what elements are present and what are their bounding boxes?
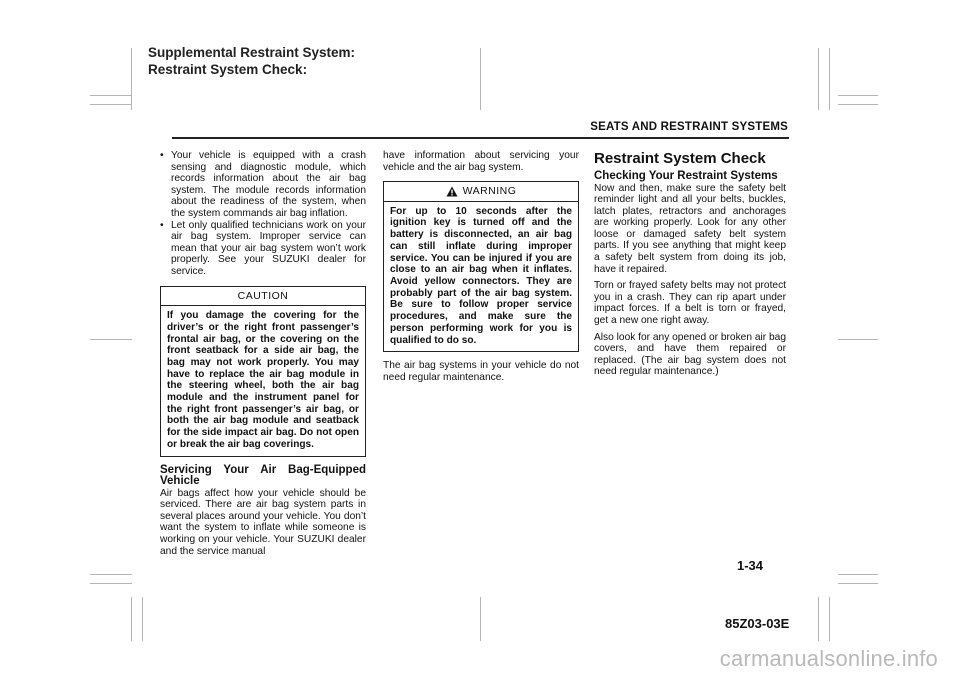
paragraph: Also look for any opened or broken air bag covers, and have them repaired or replaced. (The air bag system does not need regular maintenance.) — [594, 331, 786, 378]
crop-mark — [142, 597, 143, 641]
crop-mark — [90, 583, 132, 584]
list-item: • Your vehicle is equipped with a crash sensing and diagnostic module, which records information about the air bag system. The module records information about the readiness of the system, when the system commands air bag inflation. — [160, 150, 366, 220]
caution-label — [161, 287, 365, 307]
crop-mark — [90, 574, 132, 575]
continued-text: have information about servicing your vehicle and the air bag system. — [383, 150, 579, 173]
crop-mark — [838, 339, 878, 340]
checking-subheading: Checking Your Restraint Systems — [594, 170, 778, 182]
crop-mark — [818, 48, 819, 110]
servicing-heading: Servicing Your Air Bag-Equipped Vehicle — [160, 463, 366, 488]
running-title-line: Restraint System Check: — [148, 62, 308, 77]
caution-label-text: CAUTION — [237, 289, 289, 302]
warning-label — [384, 182, 578, 202]
column-middle — [383, 150, 579, 388]
list-item: • Let only qualified technicians work on your air bag system. Improper service can mean that your air bag system won’t work properly. See your SUZUKI dealer for service. — [160, 220, 366, 278]
crop-mark — [90, 104, 132, 105]
crop-mark — [838, 583, 878, 584]
watermark: carmanualsonline.info — [719, 646, 938, 671]
column-left — [160, 150, 366, 562]
column-right — [594, 150, 786, 383]
section-title: SEATS AND RESTRAINT SYSTEMS — [590, 121, 788, 133]
page-number: 1-34 — [737, 558, 764, 573]
header-divider — [172, 137, 789, 139]
crop-mark — [480, 597, 481, 641]
crop-mark — [829, 48, 830, 110]
crop-mark — [838, 574, 878, 575]
bullet-list — [160, 150, 366, 278]
running-title — [148, 44, 355, 78]
running-title-line: Supplemental Restraint System: — [148, 45, 356, 60]
caution-box — [160, 286, 366, 457]
document-code: 85Z03-03E — [725, 616, 790, 631]
paragraph: Now and then, make sure the safety belt reminder light and all your belts, buckles, latch plates, retractors and anchorages are working properly. Look for any other loose or damaged safety belt system parts. If you see anything that might keep a safety belt system from doing its job, have it repaired. — [594, 182, 786, 275]
crop-mark — [90, 339, 132, 340]
crop-mark — [480, 48, 481, 110]
crop-mark — [829, 597, 830, 641]
crop-mark — [131, 48, 132, 110]
warning-box — [383, 181, 579, 352]
paragraph: Torn or frayed safety belts may not protect you in a crash. They can rip apart under impact forces. If a belt is torn or frayed, get a new one right away. — [594, 280, 786, 327]
restraint-check-heading: Restraint System Check — [594, 150, 766, 167]
crop-mark — [818, 597, 819, 641]
crop-mark — [838, 104, 878, 105]
caution-text: If you damage the covering for the driver’s or the right front passenger’s frontal air bag, or the covering on the front seatback for a side air bag, the bag may not work properly. You may have to replace the air bag module in the steering wheel, both the air bag module and the instrument panel for the right front passenger’s air bag, or both the air bag module and seatback for the side impact air bag. Do not open or break the air bag coverings. — [167, 310, 359, 450]
crop-mark — [838, 95, 878, 96]
warning-triangle-icon — [446, 186, 458, 197]
warning-text: For up to 10 seconds after the ignition key is turned off and the battery is disconnected, an air bag can still inflate during improper service. You can be injured if you are close to an air bag when it inflates. Avoid yellow connectors. They are probably part of the air bag system. Be sure to follow proper service procedures, and make sure the person performing work for you is qualified to do so. — [390, 205, 572, 346]
servicing-text: Air bags affect how your vehicle should be serviced. There are air bag system parts in several places around your vehicle. You don’t want the system to inflate while someone is working on your vehicle. Your SUZUKI dealer and the service manual — [160, 487, 366, 557]
crop-mark — [90, 95, 132, 96]
warning-label-text: WARNING — [462, 185, 517, 198]
crop-mark — [131, 597, 132, 641]
maintenance-text: The air bag systems in your vehicle do not need regular maintenance. — [383, 360, 579, 383]
